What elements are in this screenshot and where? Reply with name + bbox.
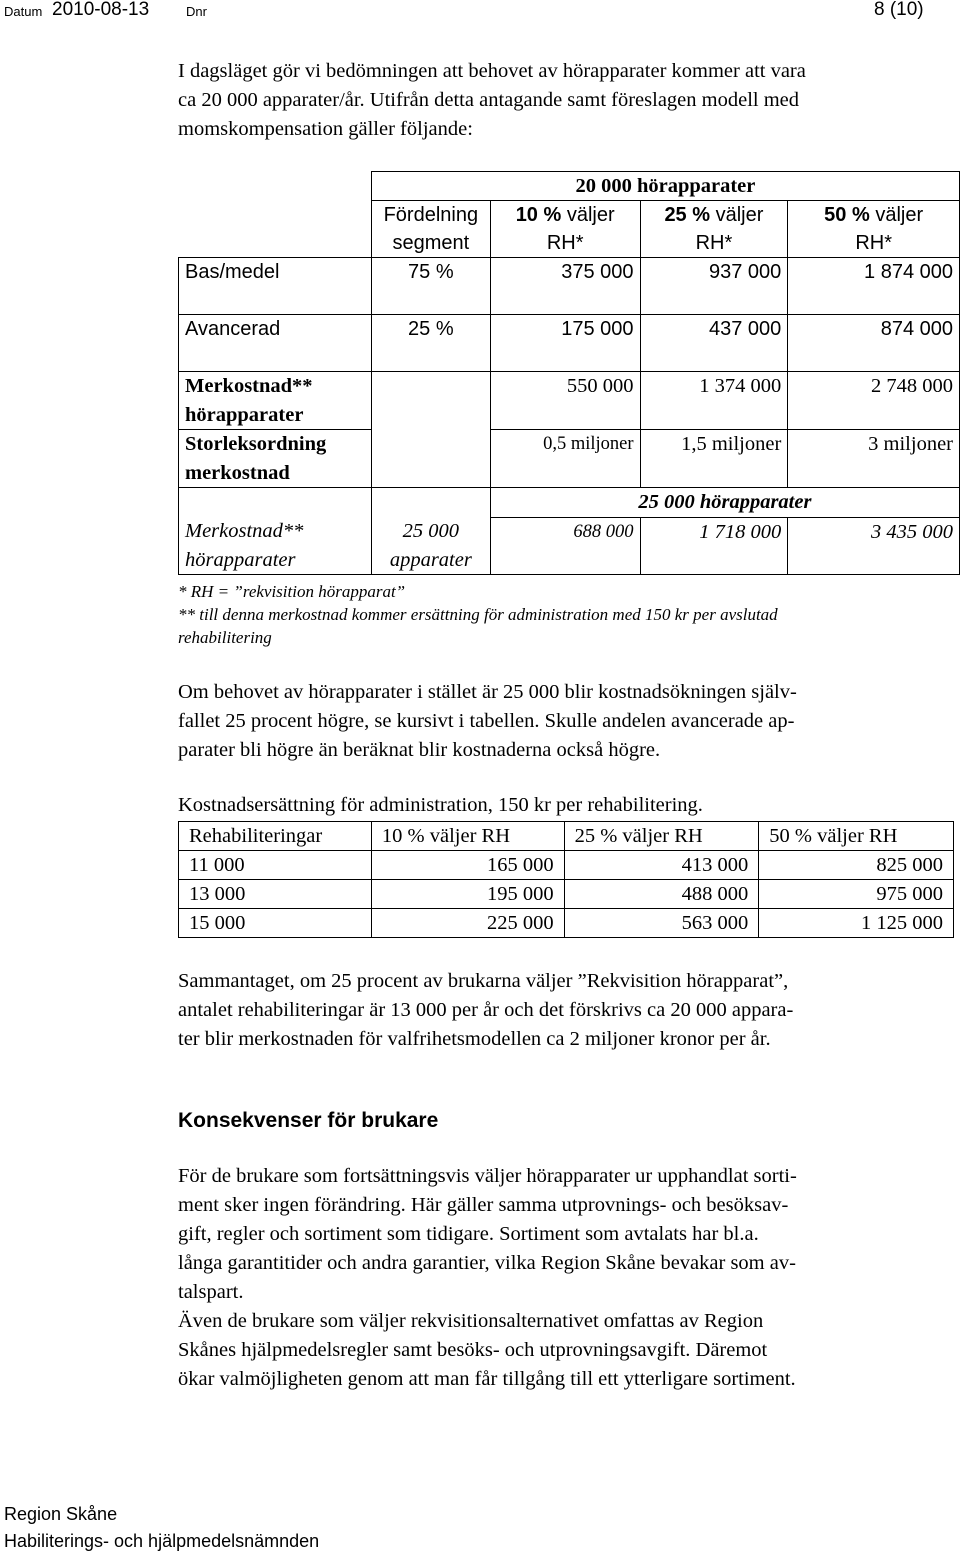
- cell: 975 000: [759, 880, 954, 909]
- footer: [4, 1501, 319, 1555]
- text-line: Sammantaget, om 25 procent av brukarna väljer ”Rekvisition hörapparat”,: [178, 970, 789, 992]
- merk2-v25: 1 718 000: [640, 517, 788, 575]
- text-line: momskompensation gäller följande:: [178, 118, 473, 140]
- merk-v50: 2 748 000: [788, 372, 960, 430]
- text-line: långa garantitider och andra garantier, vilka Region Skåne bevakar som av-: [178, 1252, 796, 1274]
- footnote: ** till denna merkostnad kommer ersättning för administration med 150 kr per avslutad: [178, 605, 778, 624]
- header-cell: 25 % väljer RH: [564, 822, 759, 851]
- footer-dept: Habiliterings- och hjälpmedelsnämnden: [4, 1531, 320, 1551]
- row-v50: 874 000: [788, 315, 960, 372]
- row-v10: 375 000: [490, 258, 640, 315]
- merk-label: Merkostnad** hörapparater: [179, 372, 372, 430]
- paragraph-3: [178, 967, 793, 1054]
- merk-v25: 1 374 000: [640, 372, 788, 430]
- row-v10: 175 000: [490, 315, 640, 372]
- cell: 11 000: [179, 851, 372, 880]
- text-line: I dagsläget gör vi bedömningen att behovet av hörapparater kommer att vara: [178, 60, 806, 82]
- stor-v25: 1,5 miljoner: [640, 430, 788, 488]
- row-label: Bas/medel: [179, 258, 372, 315]
- intro-paragraph: [178, 57, 806, 144]
- text-line: För de brukare som fortsättningsvis väljer hörapparater ur upphandlat sorti-: [178, 1165, 797, 1187]
- text-line: talspart.: [178, 1281, 244, 1303]
- table-row: [179, 880, 954, 909]
- dnr-label: Dnr: [186, 4, 207, 19]
- cost-table: [178, 171, 960, 575]
- text-line: fallet 25 procent högre, se kursivt i tabellen. Skulle andelen avancerade ap-: [178, 710, 795, 732]
- table-row: [179, 909, 954, 938]
- section-heading: Konsekvenser för brukare: [178, 1109, 439, 1132]
- footer-org: Region Skåne: [4, 1504, 118, 1524]
- cell: 563 000: [564, 909, 759, 938]
- stor-label: Storleksordning merkostnad: [179, 430, 372, 488]
- group-header: 20 000 hörapparater: [371, 172, 959, 201]
- col-50-header: 50 % väljer RH*: [788, 201, 960, 258]
- paragraph-4: [178, 1162, 797, 1394]
- footnote: * RH = ”rekvisition hörapparat”: [178, 582, 406, 601]
- segment-header: Fördelning segment: [371, 201, 490, 258]
- page-number: 8 (10): [874, 0, 924, 20]
- cell: 195 000: [371, 880, 564, 909]
- text-line: ca 20 000 apparater/år. Utifrån detta antagande samt föreslagen modell med: [178, 89, 800, 111]
- merk-v10: 550 000: [490, 372, 640, 430]
- stor-v10: 0,5 miljoner: [490, 430, 640, 488]
- date-label: Datum: [4, 4, 43, 19]
- col-25-header: 25 % väljer RH*: [640, 201, 788, 258]
- cell: 488 000: [564, 880, 759, 909]
- col-10-header: 10 % väljer RH*: [490, 201, 640, 258]
- table2-caption: Kostnadsersättning för administration, 150 kr per rehabilitering.: [178, 794, 703, 816]
- row-v25: 937 000: [640, 258, 788, 315]
- text-line: Även de brukare som väljer rekvisitionsalternativet omfattas av Region: [178, 1310, 764, 1332]
- text-line: Om behovet av hörapparater i stället är 25 000 blir kostnadsökningen själv-: [178, 681, 797, 703]
- text-line: ökar valmöjligheten genom att man får tillgång till ett ytterligare sortiment.: [178, 1368, 796, 1390]
- merk2-v10: 688 000: [490, 517, 640, 575]
- header-cell: 10 % väljer RH: [371, 822, 564, 851]
- text-line: antalet rehabiliteringar är 13 000 per år och det förskrivs ca 20 000 appara-: [178, 999, 794, 1021]
- group-header-2: 25 000 hörapparater: [490, 488, 959, 518]
- cell: 165 000: [371, 851, 564, 880]
- footnote: rehabilitering: [178, 628, 272, 647]
- cell: 413 000: [564, 851, 759, 880]
- cell: 1 125 000: [759, 909, 954, 938]
- merk2-v50: 3 435 000: [788, 517, 960, 575]
- text-line: parater bli högre än beräknat blir kostnaderna också högre.: [178, 739, 661, 761]
- row-v25: 437 000: [640, 315, 788, 372]
- date-value: 2010-08-13: [52, 0, 150, 20]
- cell: 13 000: [179, 880, 372, 909]
- text-line: ter blir merkostnaden för valfrihetsmodellen ca 2 miljoner kronor per år.: [178, 1028, 771, 1050]
- merk2-label: Merkostnad** hörapparater: [179, 517, 372, 575]
- row-v50: 1 874 000: [788, 258, 960, 315]
- text-line: gift, regler och sortiment som tidigare. Sortiment som avtalats har bl.a.: [178, 1223, 759, 1245]
- text-line: ment sker ingen förändring. Här gäller samma utprovnings- och besöksav-: [178, 1194, 789, 1216]
- table-header-row: [179, 822, 954, 851]
- cell: 15 000: [179, 909, 372, 938]
- merk2-seg: 25 000 apparater: [371, 517, 490, 575]
- header-cell: Rehabiliteringar: [179, 822, 372, 851]
- cell: 225 000: [371, 909, 564, 938]
- footnotes: [178, 580, 778, 649]
- text-line: Skånes hjälpmedelsregler samt besöks- och utprovningsavgift. Däremot: [178, 1339, 768, 1361]
- paragraph-2: [178, 678, 797, 765]
- header-cell: 50 % väljer RH: [759, 822, 954, 851]
- row-label: Avancerad: [179, 315, 372, 372]
- table-row: [179, 851, 954, 880]
- admin-table: [178, 821, 954, 938]
- stor-v50: 3 miljoner: [788, 430, 960, 488]
- cell: 825 000: [759, 851, 954, 880]
- row-seg: 25 %: [371, 315, 490, 372]
- row-seg: 75 %: [371, 258, 490, 315]
